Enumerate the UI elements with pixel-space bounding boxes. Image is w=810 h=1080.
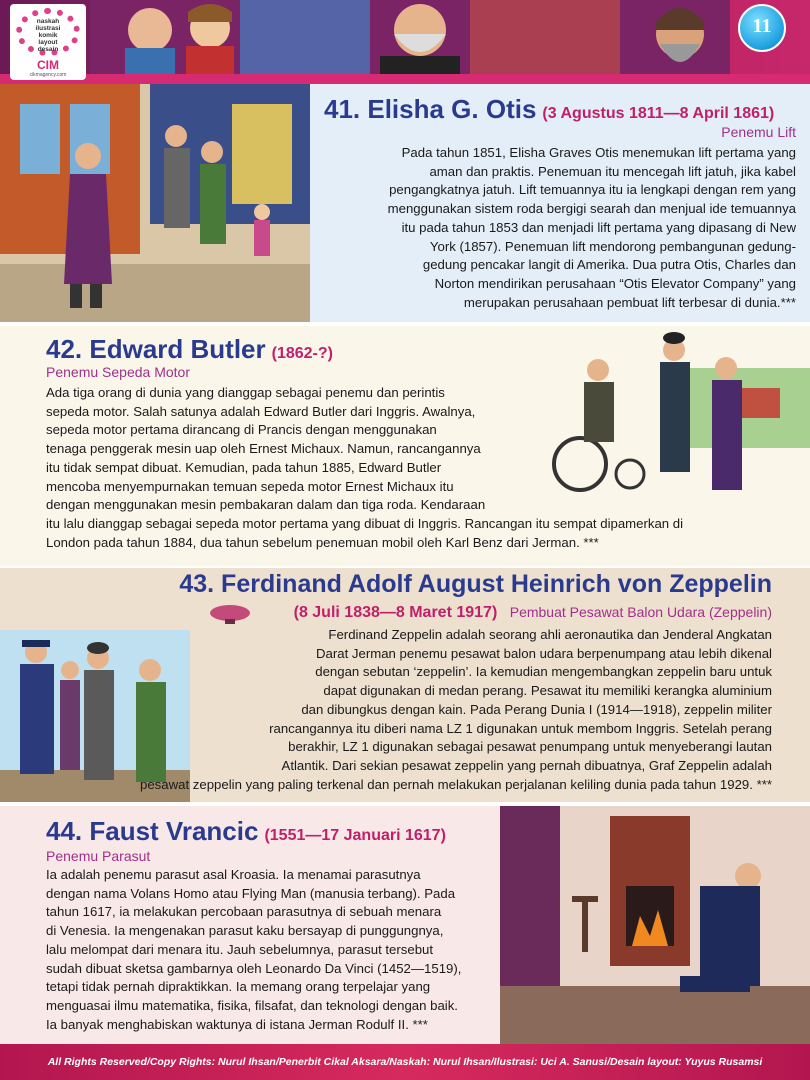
inventor-role: Penemu Sepeda Motor bbox=[46, 364, 190, 380]
body-line: London pada tahun 1884, dua tahun sebelum penemuan mobil oleh Karl Benz dari Jerman. *** bbox=[46, 534, 599, 550]
body-line: sepeda motor pertama dirancang di Prancis dengan menggunakan bbox=[46, 422, 437, 438]
body-line: Ia adalah penemu parasut asal Kroasia. Ia menamai parasutnya bbox=[46, 867, 421, 882]
body-line: itu pada tahun 1853 dan menjadi lift pertama yang dipasang di New bbox=[401, 219, 796, 235]
logo-text: naskah ilustrasi komik layout desain bbox=[35, 18, 61, 53]
page-number-badge: 11 bbox=[738, 4, 786, 52]
inventor-name: 42. Edward Butler bbox=[46, 334, 266, 364]
logo-brand: CIM bbox=[37, 58, 59, 72]
section-title bbox=[46, 816, 446, 847]
dates-role-line bbox=[294, 604, 772, 622]
inventor-dates: (1551—17 Januari 1617) bbox=[264, 827, 446, 844]
inventor-dates: (3 Agustus 1811—8 April 1861) bbox=[542, 105, 775, 122]
logo-url: cikmagency.com bbox=[29, 72, 67, 78]
inventor-dates: (8 Juli 1838—8 Maret 1917) bbox=[293, 604, 498, 621]
section-body bbox=[52, 626, 772, 794]
section-title bbox=[179, 570, 772, 599]
body-line: dengan menggunakan mesin pembakaran dalam dan tiga roda. Kendaraan bbox=[46, 497, 486, 513]
body-line: Norton mendirikan perusahaan “Otis Elevator Company” yang bbox=[434, 275, 796, 291]
body-line: menggunakan sistem roda bergigi searah dan menjual ide temuannya bbox=[387, 201, 796, 217]
body-line: pesawat zeppelin yang paling terkenal dan pernah melakukan perjalanan keliling dunia pada tahun 1929. *** bbox=[140, 776, 772, 792]
section-body bbox=[326, 144, 796, 312]
body-line: di Venesia. Ia mengenakan parasut kaku bersayap di punggungnya, bbox=[46, 923, 444, 939]
body-line: berakhir, LZ 1 digunakan sebagai pesawat penumpang untuk menyeberangi lautan bbox=[288, 739, 772, 755]
header-banner bbox=[0, 0, 810, 84]
body-line: Ada tiga orang di dunia yang dianggap sebagai penemu dan perintis bbox=[46, 385, 445, 400]
body-line: tenaga penggerak mesin uap oleh Ernest Michaux. Namun, rancangannya bbox=[46, 441, 481, 457]
inventor-name: 44. Faust Vrancic bbox=[46, 816, 259, 846]
inventor-role: Pembuat Pesawat Balon Udara (Zeppelin) bbox=[509, 604, 772, 620]
body-line: Pada tahun 1851, Elisha Graves Otis menemukan lift pertama yang bbox=[401, 145, 796, 160]
section-title bbox=[324, 94, 774, 125]
body-line: pengangkatnya jatuh. Lift temuannya itu ia lengkapi dengan rem yang bbox=[389, 182, 796, 198]
inventor-name: 41. Elisha G. Otis bbox=[324, 94, 537, 124]
body-line: rancangannya itu diberi nama LZ 1 digunakan untuk membom Inggris. Setelah perang bbox=[269, 720, 772, 736]
body-line: Darat Jerman penemu pesawat balon udara berpenumpang atau lebih dikenal bbox=[315, 645, 772, 661]
body-line: Ferdinand Zeppelin adalah seorang ahli aeronautika dan Jenderal Angkatan bbox=[328, 627, 772, 642]
inventor-section-vrancic bbox=[0, 806, 810, 1044]
body-line: dan dibungkus dengan kain. Pada Perang Dunia I (1914—1918), zeppelin militer bbox=[301, 701, 772, 717]
inventor-name: 43. Ferdinand Adolf August Heinrich von Zeppelin bbox=[179, 570, 772, 598]
body-line: itu lalu dianggap sebagai sepeda motor pertama yang dibuat di Inggris. Rancangan itu sempat dipamerkan di bbox=[46, 515, 684, 531]
section-title bbox=[46, 334, 333, 365]
zeppelin-airship-icon bbox=[208, 604, 252, 626]
body-line: sepeda motor. Salah satunya adalah Edward Butler dari Inggris. Awalnya, bbox=[46, 403, 476, 419]
body-line: York (1857). Penemuan lift mendorong pembangunan gedung- bbox=[429, 238, 796, 254]
vrancic-illustration bbox=[500, 806, 810, 1044]
inventor-dates: (1862-?) bbox=[271, 345, 333, 362]
body-line: gedung pencakar langit di Amerika. Dua putra Otis, Charles dan bbox=[422, 257, 796, 273]
body-line: Ia banyak menghabiskan waktunya di istana Jerman Rodulf II. *** bbox=[46, 1016, 428, 1032]
header-stripe bbox=[0, 74, 810, 84]
body-line: lalu melompat dari menara itu. Jauh sebelumnya, parasut tersebut bbox=[46, 941, 434, 957]
body-line: merupakan perusahaan pembuat lift terbesar di dunia.*** bbox=[463, 294, 796, 310]
header-illustration bbox=[0, 0, 810, 84]
section-body bbox=[46, 866, 516, 1034]
body-line: mencoba menyempurnakan temuan sepeda motor Ernest Michaux itu bbox=[46, 478, 454, 494]
inventor-section-otis bbox=[0, 84, 810, 322]
section-body bbox=[46, 384, 766, 552]
inventor-section-zeppelin bbox=[0, 568, 810, 802]
body-line: menguasai ilmu matematika, fisika, filsafat, dan teknologi dengan baik. bbox=[46, 997, 458, 1013]
footer-credits: All Rights Reserved/Copy Rights: Nurul Ihsan/Penerbit Cikal Aksara/Naskah: Nurul Ihsan/Ilustrasi: Uci A. Sanusi/Desain layout: Yuyus Rusamsi bbox=[0, 1044, 810, 1080]
publisher-logo bbox=[10, 4, 86, 80]
body-line: dapat digunakan di medan perang. Pesawat itu memiliki kerangka aluminium bbox=[323, 683, 772, 699]
body-line: tahun 1617, ia melakukan percobaan parasutnya di sebuah menara bbox=[46, 904, 442, 920]
inventor-role: Penemu Lift bbox=[721, 124, 796, 140]
body-line: dengan sebutan ‘zeppelin’. Ia kemudian mengembangkan zeppelin baru untuk bbox=[315, 664, 772, 680]
body-line: sudah dibuat sketsa gambarnya oleh Leonardo Da Vinci (1452—1519), bbox=[46, 960, 462, 976]
inventor-section-butler bbox=[0, 326, 810, 566]
body-line: Atlantik. Dari sekian pesawat zeppelin yang pernah dibuatnya, Graf Zeppelin adalah bbox=[281, 757, 772, 773]
otis-illustration bbox=[0, 84, 310, 322]
body-line: itu tidak sempat dibuat. Kemudian, pada tahun 1885, Edward Butler bbox=[46, 459, 442, 475]
inventor-role: Penemu Parasut bbox=[46, 848, 151, 864]
body-line: dengan nama Volans Homo atau Flying Man (manusia terbang). Pada bbox=[46, 885, 456, 901]
body-line: aman dan praktis. Penemuan itu mencegah lift jatuh, jika kabel bbox=[429, 163, 796, 179]
body-line: tetapi tidak pernah dipraktikkan. Ia memang orang terpelajar yang bbox=[46, 979, 431, 995]
